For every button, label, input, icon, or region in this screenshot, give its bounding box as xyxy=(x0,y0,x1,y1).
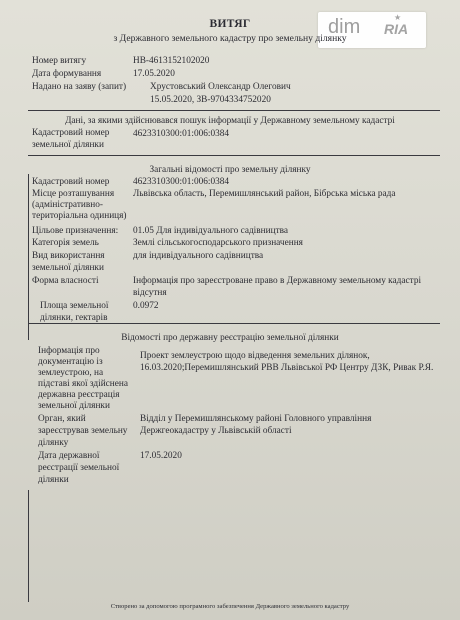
reg-date-value: 17.05.2020 xyxy=(140,451,182,461)
reg-date-label-3: ділянки xyxy=(38,475,69,485)
extract-number-value: НВ-4613152102020 xyxy=(133,56,210,66)
document-subtitle: з Державного земельного кадастру про земельну ділянку xyxy=(113,33,347,44)
usage-label-2: земельної ділянки xyxy=(32,263,104,273)
general-cadastral-value: 4623310300:01:006:0384 xyxy=(133,177,230,187)
extract-number-label: Номер витягу xyxy=(32,56,87,66)
footer-note: Створено за допомогою програмного забезпечення Державного земельного кадастру xyxy=(110,603,350,610)
doc-label-4: підставі якої здійснена xyxy=(38,379,129,389)
area-label-1: Площа земельної xyxy=(40,301,109,311)
ownership-value-1: Інформація про зареєстроване право в Державному земельному кадастрі xyxy=(133,276,422,286)
reg-date-label-1: Дата державної xyxy=(38,451,100,461)
doc-label-5: державна реєстрація xyxy=(38,390,120,400)
section-left-border xyxy=(28,174,29,340)
section-left-border xyxy=(28,490,29,602)
usage-label-1: Вид використання xyxy=(32,251,105,261)
area-value: 0.0972 xyxy=(133,301,159,311)
ownership-label: Форма власності xyxy=(32,276,99,286)
location-label-1: Місце розташування xyxy=(32,189,115,199)
reg-date-label-2: реєстрації земельної xyxy=(38,463,120,473)
doc-value-1: Проект землеустрою щодо відведення земельних ділянок, xyxy=(140,351,370,361)
request-label: Надано на заяву (запит) xyxy=(32,82,127,92)
organ-value-2: Держгеокадастру у Львівській області xyxy=(140,426,292,436)
star-icon: ★ xyxy=(394,13,402,22)
purpose-label: Цільове призначення: xyxy=(32,226,119,236)
extract-date-value: 17.05.2020 xyxy=(133,69,175,79)
doc-value-2: 16.03.2020;Перемишлянський РВВ Львівської РФ Центру ДЗК, Ривак Р.Я. xyxy=(140,363,434,373)
request-value-ref: 15.05.2020, ЗВ-9704334752020 xyxy=(150,95,271,105)
search-cadastral-label-1: Кадастровий номер xyxy=(32,128,110,138)
divider xyxy=(28,155,440,156)
general-heading: Загальні відомості про земельну ділянку xyxy=(149,165,311,175)
organ-label-2: зареєстрував земельну xyxy=(38,426,128,436)
request-value-name: Хрустовський Олександр Олегович xyxy=(150,82,291,92)
watermark-dim-text: dim xyxy=(328,16,361,38)
search-heading: Дані, за якими здійснювався пошук інформації у Державному земельному кадастрі xyxy=(65,116,395,126)
doc-label-6: земельної ділянки xyxy=(38,401,110,411)
watermark-ria-text: RIA xyxy=(384,21,409,37)
doc-label-3: землеустрою, на xyxy=(38,368,104,378)
search-cadastral-label-2: земельної ділянки xyxy=(32,140,104,150)
organ-label-1: Орган, який xyxy=(38,414,86,424)
purpose-value: 01.05 Для індивідуального садівництва xyxy=(133,226,289,236)
doc-label-2: документацію із xyxy=(38,357,103,367)
area-label-2: ділянки, гектарів xyxy=(40,313,108,323)
document-title: ВИТЯГ xyxy=(209,18,251,30)
organ-value-1: Відділ у Перемишлянському районі Головного управління xyxy=(140,414,372,424)
organ-label-3: ділянку xyxy=(38,438,69,448)
category-label: Категорія земель xyxy=(32,238,99,248)
extract-date-label: Дата формування xyxy=(32,69,102,79)
location-label-2: (адміністративно- xyxy=(32,200,103,210)
ownership-value-2: відсутня xyxy=(133,288,167,298)
divider xyxy=(28,110,440,111)
divider xyxy=(28,323,440,324)
search-cadastral-value: 4623310300:01:006:0384 xyxy=(133,129,230,139)
general-cadastral-label: Кадастровий номер xyxy=(32,177,110,187)
location-label-3: територіальна одиниця) xyxy=(32,211,127,221)
category-value: Землі сільськогосподарського призначення xyxy=(133,238,303,248)
location-value: Львівська область, Перемишлянський район, Бібрська міська рада xyxy=(133,189,396,199)
doc-label-1: Інформація про xyxy=(38,346,100,356)
registration-heading: Відомості про державну реєстрацію земельної ділянки xyxy=(121,333,339,343)
usage-value: для індивідуального садівництва xyxy=(133,251,264,261)
